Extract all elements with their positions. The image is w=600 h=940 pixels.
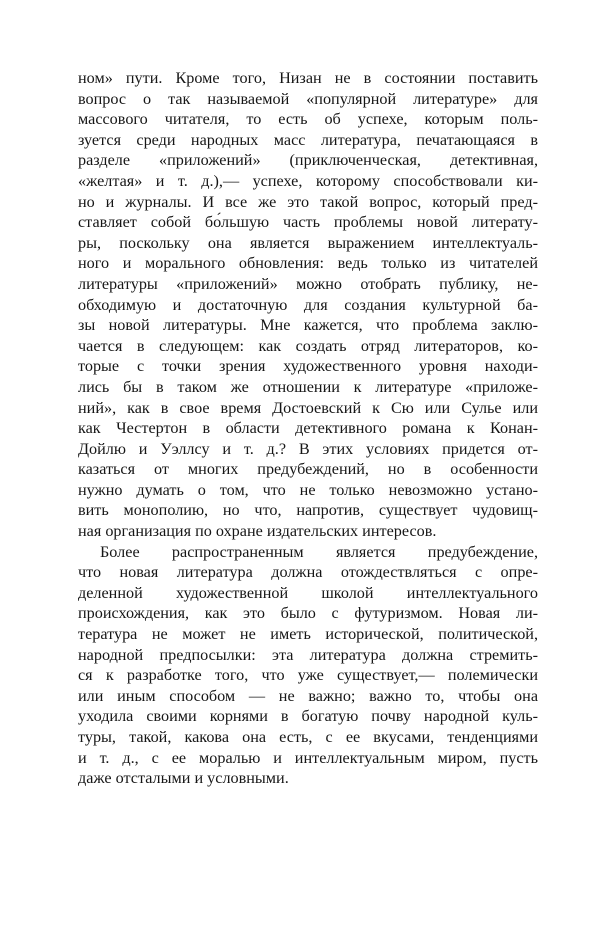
text-line: зуется среди народных масс литература, печатающаяся в bbox=[78, 130, 538, 149]
text-line: «желтая» и т. д.),— успехе, которому способствовали ки- bbox=[78, 171, 538, 190]
paragraph-1 bbox=[78, 68, 538, 542]
text-line: как Честертон в области детективного романа к Конан- bbox=[78, 419, 538, 438]
text-line: нужно думать о том, что не только невозможно устано- bbox=[78, 480, 538, 499]
text-line: торые с точки зрения художественного уровня находи- bbox=[78, 357, 538, 376]
text-line: лись бы в таком же отношении к литературе «приложе- bbox=[78, 377, 538, 396]
paragraph-2 bbox=[78, 542, 538, 789]
text-line: ного и морального обновления: ведь только из читателей bbox=[78, 254, 538, 273]
text-line: уходила своими корнями в богатую почву народной куль- bbox=[78, 707, 538, 726]
text-line: и т. д., с ее моралью и интеллектуальным миром, пусть bbox=[78, 748, 538, 767]
text-line: ний», как в свое время Достоевский к Сю или Сулье или bbox=[78, 398, 538, 417]
text-line: чается в следующем: как создать отряд литераторов, ко- bbox=[78, 336, 538, 355]
text-line: зы новой литературы. Мне кажется, что проблема заклю- bbox=[78, 316, 538, 335]
text-line: деленной художественной школой интеллектуального bbox=[78, 583, 538, 602]
page-text bbox=[78, 68, 538, 789]
text-line: казаться от многих предубеждений, но в особенности bbox=[78, 460, 538, 479]
text-line: ная организация по охране издательских интересов. bbox=[78, 522, 437, 541]
text-line: тература не может не иметь исторической, политической, bbox=[78, 625, 538, 644]
text-line: разделе «приложений» (приключенческая, детективная, bbox=[78, 151, 538, 170]
text-line: ся к разработке того, что уже существует,— полемически bbox=[78, 666, 538, 685]
text-line: ры, поскольку она является выражением интеллектуаль- bbox=[78, 233, 538, 252]
text-line: происхождения, как это было с футуризмом. Новая ли- bbox=[78, 604, 538, 623]
text-line: что новая литература должна отождествляться с опре- bbox=[78, 563, 538, 582]
text-line: вопрос о так называемой «популярной литературе» для bbox=[78, 89, 538, 108]
text-line: ном» пути. Кроме того, Низан не в состоянии поставить bbox=[78, 69, 538, 87]
text-line: литературы «приложений» можно отобрать публику, не- bbox=[78, 274, 538, 293]
text-line: массового читателя, то есть об успехе, которым поль- bbox=[78, 110, 538, 129]
text-line: вить монополию, но что, напротив, существует чудовищ- bbox=[78, 501, 538, 520]
text-line: Дойлю и Уэллсу и т. д.? В этих условиях придется от- bbox=[78, 439, 538, 458]
text-line: ставляет собой бо́льшую часть проблемы новой литерату- bbox=[78, 213, 538, 232]
text-line: но и журналы. И все же это такой вопрос, который пред- bbox=[78, 192, 538, 211]
text-line: Более распространенным является предубеждение, bbox=[100, 542, 538, 561]
text-line: даже отсталыми и условными. bbox=[78, 769, 289, 788]
text-line: обходимую и достаточную для создания культурной ба- bbox=[78, 295, 538, 314]
text-line: туры, такой, какова она есть, с ее вкусами, тенденциями bbox=[78, 728, 538, 746]
text-line: или иным способом — не важно; важно то, чтобы она bbox=[78, 686, 538, 705]
text-line: народной предпосылки: эта литература должна стремить- bbox=[78, 645, 538, 664]
